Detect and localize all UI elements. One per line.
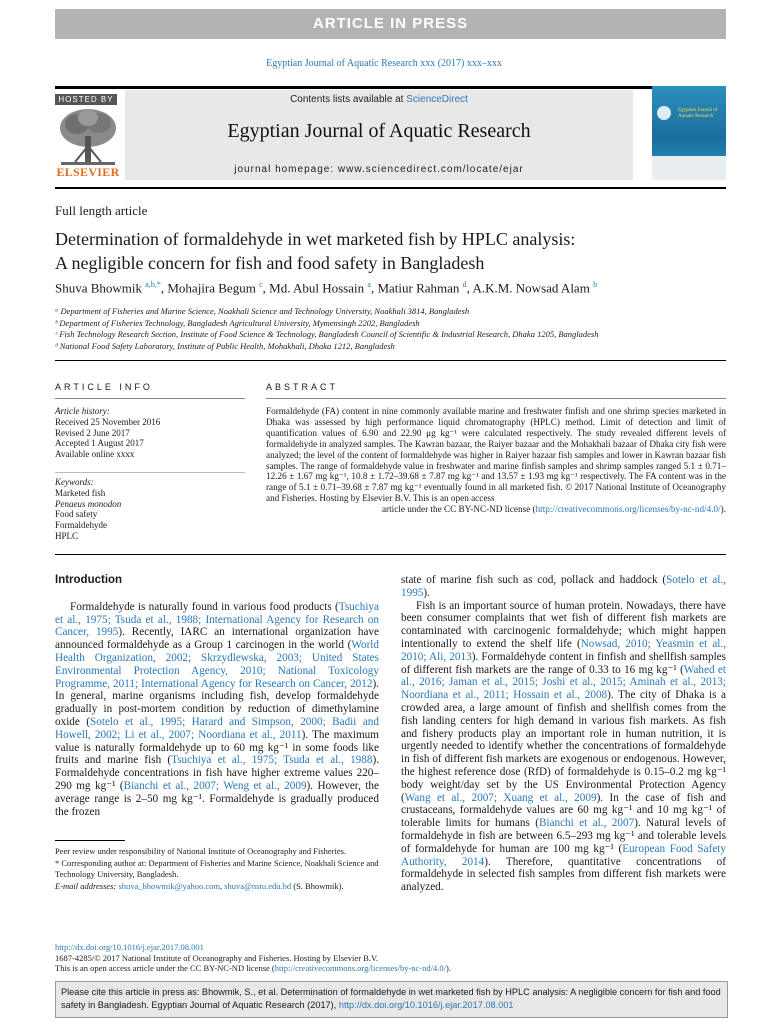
keywords: [55, 477, 245, 542]
abstract-heading: ABSTRACT: [266, 382, 339, 392]
history-item: Received 25 November 2016: [55, 416, 161, 427]
license-link[interactable]: http://creativecommons.org/licenses/by-nc-nd/4.0/: [535, 504, 721, 515]
author-affiliation-link[interactable]: b: [593, 280, 598, 289]
citation-link[interactable]: Sotelo et al., 1995: [401, 574, 726, 599]
keyword-item: Penaeus monodon: [55, 498, 122, 509]
paragraph-text: ).: [423, 586, 430, 599]
citation-link[interactable]: Tsuchiya et al., 1975; Tsuda et al., 1988: [171, 754, 373, 767]
history-item: Available online xxxx: [55, 449, 135, 460]
affiliation-item: ᵈ National Food Safety Laboratory, Institute of Public Health, Mohakhali, Dhaka 1212, Bangladesh: [55, 340, 395, 351]
footnote-rule: [55, 840, 125, 841]
paragraph-text: ). Therefore, quantitative concentrations of formaldehyde in selected fish samples from different fish markets were analyzed.: [401, 855, 726, 894]
body-left-column: [55, 574, 379, 818]
footnotes: [55, 846, 379, 894]
paragraph-text: ). Formaldehyde concentrations in fish have higher extreme values 220–290 mg kg⁻¹ (: [55, 754, 379, 792]
email-suffix: (S. Bhowmik).: [291, 881, 344, 892]
affiliation-item: ᵇ Department of Fisheries Technology, Bangladesh Agricultural University, Mymensingh 2202, Bangladesh: [55, 317, 420, 328]
cover-title: Egyptian Journal of Aquatic Research: [678, 108, 718, 119]
contents-available-line: [125, 94, 633, 105]
paragraph-text: state of marine fish such as cod, pollack and haddock (: [401, 574, 667, 586]
paragraph-text: ). In general, marine organisms including fish, develop formaldehyde gradually in post-mortem condition by reduction of dimethylamine oxide (: [55, 677, 379, 728]
citation-link[interactable]: Bianchi et al., 2007: [538, 817, 635, 830]
divider: [55, 398, 245, 399]
abstract-license-line: [266, 504, 726, 515]
author-list: Shuva Bhowmik $^{a,b,*}$, Mohajira Begum $^c$, Md. Abul Hossain $^a$, Matiur Rahman $^d$, A.K.M. Nowsad Alam $^b$: [55, 280, 598, 296]
citation-link[interactable]: Sotelo et al., 1995; Harard and Simpson, 2000; Badii and Howell, 2002; Li et al., 2007; Noordiana et al., 2011: [55, 715, 379, 741]
keyword-item: Food safety: [55, 509, 98, 520]
email-link[interactable]: shuva_bhowmik@yahoo.com: [118, 881, 220, 892]
author-name: A.K.M. Nowsad Alam: [472, 280, 590, 296]
cover-bottom-stripe: [652, 156, 726, 180]
doi-block: [55, 942, 726, 974]
license-suffix: ).: [720, 504, 726, 515]
citation-link[interactable]: European Food Safety Authority, 2014: [401, 842, 726, 868]
email-line: E-mail addresses: shuva_bhowmik@yahoo.com, shuva@nstu.edu.bd (S. Bhowmik).: [55, 881, 344, 892]
sciencedirect-link[interactable]: ScienceDirect: [406, 94, 468, 105]
introduction-heading: Introduction: [55, 574, 123, 586]
paragraph-text: ). Natural levels of formaldehyde in fish are between 6.5–293 mg kg⁻¹ and tolerable levels of formaldehyde for human are 100 mg kg⁻¹ (: [401, 817, 726, 855]
citation-link[interactable]: Tsuchiya et al., 1975; Tsuda et al., 1988; International Agency for Research on Cancer, 1995: [55, 600, 379, 639]
header-top-rule: [55, 86, 726, 89]
abstract-body: [266, 406, 726, 515]
citation-doi-link[interactable]: http://dx.doi.org/10.1016/j.ejar.2017.08.001: [338, 999, 514, 1010]
citation-link[interactable]: Wang et al., 2007; Xuang et al., 2009: [404, 791, 597, 804]
journal-cover-thumbnail: [652, 86, 726, 180]
keywords-label: Keywords:: [55, 477, 94, 487]
email-link[interactable]: shuva@nstu.edu.bd: [224, 881, 292, 892]
paragraph-text: ). Recently, IARC an international organization have announced formaldehyde as a Group 1 carcinogen in the world (: [55, 626, 379, 652]
oa-prefix: This is an open access article under the CC BY-NC-ND license (: [55, 963, 275, 974]
open-access-line: [55, 963, 726, 974]
history-item: Revised 2 June 2017: [55, 427, 130, 438]
paragraph-text: ). However, the average range is 2–50 mg kg⁻¹. Formaldehyde is gradually produced the frozen: [55, 779, 379, 818]
intro-paragraph: [55, 601, 379, 819]
divider: [55, 554, 726, 555]
email-label: E-mail addresses:: [55, 881, 119, 892]
citation-link[interactable]: Bianchi et al., 2007; Weng et al., 2009: [123, 779, 307, 792]
title-line-2: A negligible concern for fish and food safety in Bangladesh: [55, 253, 485, 273]
citation-link[interactable]: World Health Organization, 2002; Skrzydlewska, 2003; United States Environmental Protection Agency, 2010; National Toxicology Programme, 2011; International Agency for Research on Cancer, 2012: [55, 639, 379, 690]
body-right-column: [401, 574, 726, 894]
journal-homepage-link[interactable]: journal homepage: www.sciencedirect.com/locate/ejar: [234, 164, 524, 175]
paragraph-text: ). In the case of fish and crustaceans, formaldehyde values are 60 mg kg⁻¹ and 10 mg kg⁻¹ of tolerable limits for humans (: [401, 791, 727, 830]
oa-suffix: ).: [446, 963, 451, 974]
title-line-1: Determination of formaldehyde in wet marketed fish by HPLC analysis:: [55, 229, 576, 249]
author-name: Mohajira Begum: [167, 280, 256, 296]
paragraph-text: ). The maximum value is naturally formaldehyde up to 60 mg kg⁻¹ in some foods like fruits and marine fish (: [55, 728, 379, 767]
author-affiliation-link[interactable]: d: [462, 280, 467, 289]
author-name: Md. Abul Hossain: [269, 280, 365, 296]
journal-reference-link[interactable]: Egyptian Journal of Aquatic Research xxx (2017) xxx–xxx: [266, 58, 502, 69]
author-name: Matiur Rahman: [377, 280, 460, 296]
article-type: Full length article: [55, 203, 148, 218]
contents-prefix: Contents lists available at: [290, 94, 407, 105]
keyword-item: Marketed fish: [55, 487, 106, 498]
elsevier-tree-logo-icon: [55, 106, 121, 168]
doi-link[interactable]: http://dx.doi.org/10.1016/j.ejar.2017.08.001: [55, 942, 204, 952]
intro-paragraph: [401, 600, 726, 894]
citation-box: [55, 981, 728, 1018]
intro-paragraph-continued: [401, 574, 726, 600]
history-label: Article history:: [55, 406, 110, 416]
citation-link[interactable]: Nowsad, 2010; Yeasmin et al., 2010; Ali, 2013: [401, 637, 727, 663]
license-prefix: article under the CC BY-NC-ND license (: [381, 504, 536, 515]
paragraph-text: ). Formaldehyde content in finfish and shellfish samples of different fish markets are the range of 0.33 to 16 mg kg⁻¹ (: [401, 650, 726, 676]
affiliation-item: ᶜ Fish Technology Research Section, Institute of Food Science & Technology, Bangladesh Council of Scientific & Industrial Research, Dhaka 1205, Bangladesh: [55, 329, 599, 339]
author-affiliation-link[interactable]: a,b,*: [145, 280, 161, 289]
paragraph-text: ). The city of Dhaka is a crowded area, a large amount of finfish and shellfish comes from the fish landing centers for high demand in various fish markets. As fish and fishery products play an important role in human nutrition, it is urgently needed to identify whether the concentrations of formaldehyde in fish of different fish markets are exogenous or endogenous. However, the highest reference dose (RfD) of formaldehyde is 0.15–0.2 mg kg⁻¹ body weight/day set by the US Environmental Protection Agency (: [401, 689, 726, 804]
keyword-item: HPLC: [55, 530, 79, 541]
corresponding-author-note: * Corresponding author at: Department of Fisheries and Marine Science, Noakhali Science and Technology University, Bangladesh.: [55, 858, 379, 879]
paragraph-text: Fish is an important source of human protein. Nowadays, there have been consumer complaints that wet fish of different fish markets are contaminated with carcinogenic formaldehyde; which might happen intentionally to extend the shelf life (: [401, 599, 726, 650]
paragraph-text: Formaldehyde is naturally found in various food products (: [70, 600, 339, 613]
author-name: Shuva Bhowmik: [55, 280, 143, 296]
hosted-by-label: HOSTED BY: [55, 94, 117, 105]
divider: [266, 398, 726, 399]
cover-emblem-icon: [657, 106, 671, 120]
elsevier-logo-text: ELSEVIER: [56, 165, 120, 179]
divider: [55, 472, 245, 473]
journal-title: Egyptian Journal of Aquatic Research: [227, 120, 531, 142]
divider: [55, 360, 726, 361]
header-bottom-rule: [55, 187, 726, 189]
peer-review-note: Peer review under responsibility of National Institute of Oceanography and Fisheries.: [55, 846, 347, 856]
article-history: [55, 406, 245, 460]
copyright-line: 1687-4285/© 2017 National Institute of Oceanography and Fisheries. Hosting by Elsevier B.V.: [55, 952, 379, 963]
oa-license-link[interactable]: http://creativecommons.org/licenses/by-nc-nd/4.0/: [274, 963, 446, 974]
citation-link[interactable]: Wahed et al., 2016; Jaman et al., 2015; Joshi et al., 2015; Aminah et al., 2013; Noordiana et al., 2011; Hossain et al., 2008: [401, 663, 727, 702]
history-item: Accepted 1 August 2017: [55, 438, 144, 449]
article-in-press-banner: ARTICLE IN PRESS: [55, 9, 726, 39]
affiliation-list: [55, 306, 726, 352]
abstract-text: Formaldehyde (FA) content in nine commonly available marine and freshwater finfish and one shrimp species marketed in Dhaka was assessed by high performance liquid chromatography (HPLC) method. Limit of detection and limit of quantification values of 6.90 and 22.90 μg kg⁻¹ were calculated respectively. The study revealed different levels of formaldehyde in analyzed samples. The Kawran bazaar, the Raiyer bazaar and the Mohakhali bazaar of Dhaka city fish were analyzed; the level of the content of formaldehyde was higher in Raiyer bazaar fish samples and lower in Kawran bazaar fish samples. The range of formaldehyde value in freshwater and marine finfish samples and shrimp samples ranged 5.1 ± 0.71–12.26 ± 1.67 mg kg⁻¹, 10.8 ± 1.72–39.68 ± 7.87 mg kg⁻¹ and 13.57 ± 1.93 mg kg⁻¹ respectively. The FA content was in the range of 5.1 ± 0.71–39.68 ± 7.87 mg kg⁻¹ eventually found in all marketed fish. © 2017 National Institute of Oceanography and Fisheries. Hosting by Elsevier B.V. This is an open access: [266, 406, 726, 504]
article-info-heading: ARTICLE INFO: [55, 382, 153, 392]
article-title: [55, 227, 726, 275]
affiliation-item: ᵃ Department of Fisheries and Marine Science, Noakhali Science and Technology University, Noakhali 3814, Bangladesh: [55, 306, 470, 316]
author-affiliation-link[interactable]: a: [367, 280, 371, 289]
author-affiliation-link[interactable]: c: [259, 280, 263, 289]
keyword-item: Formaldehyde: [55, 520, 107, 531]
citation-text: Please cite this article in press as: Bhowmik, S., et al. Determination of formaldehyde in wet marketed fish by HPLC analysis: A negligible concern for fish and food safety in Bangladesh. Egyptian Journal of Aquatic Research (2017),: [61, 987, 721, 1010]
